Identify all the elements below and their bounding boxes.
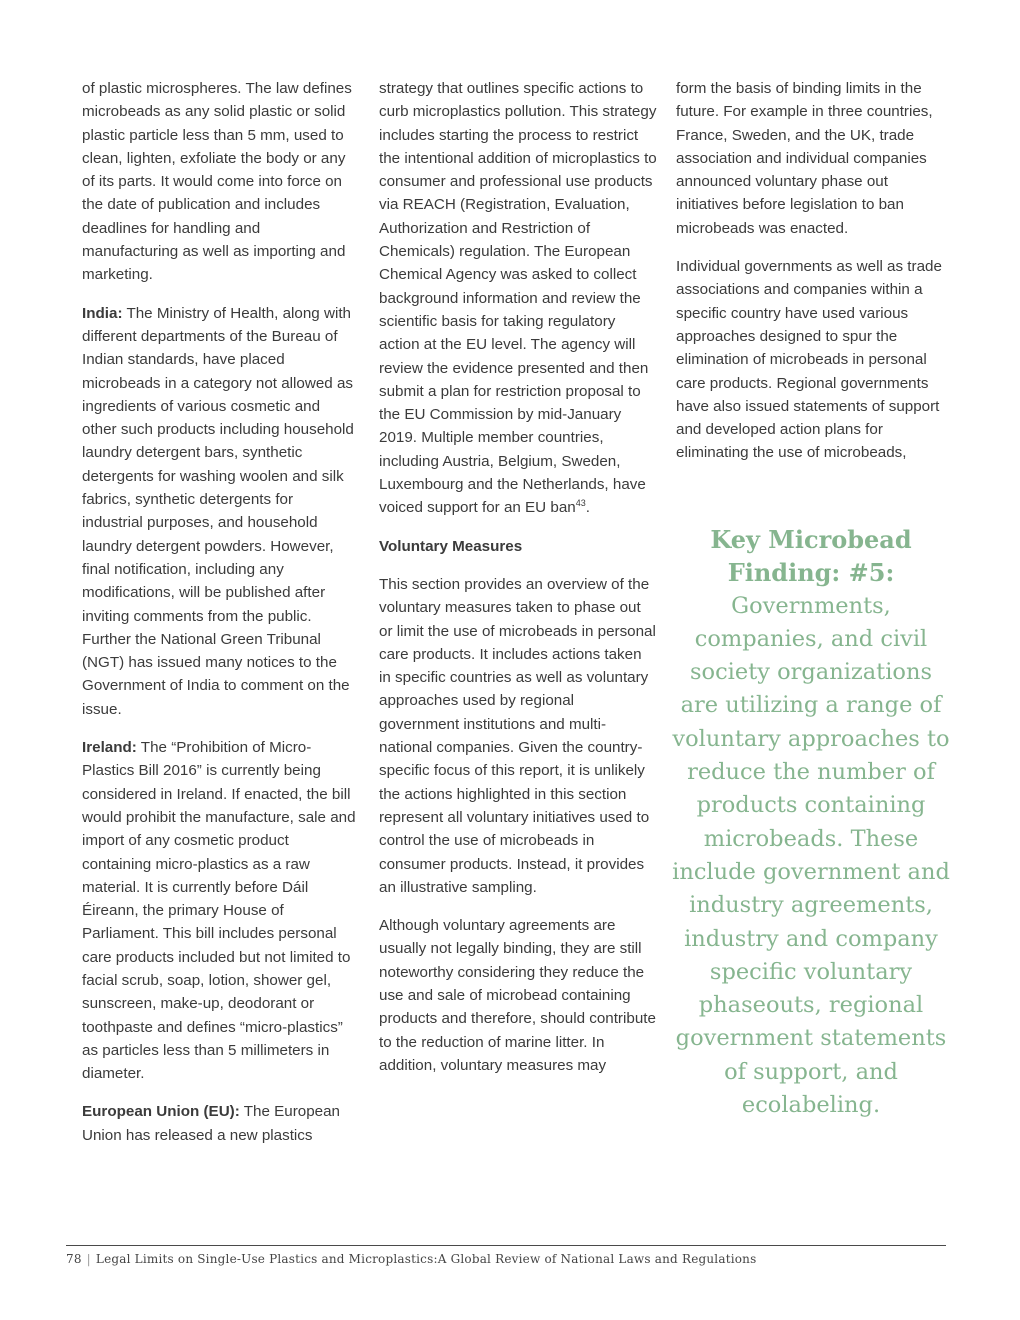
page-number: 78 (66, 1252, 82, 1266)
body-column-3 (676, 77, 948, 480)
paragraph-microspheres: of plastic microspheres. The law defines microbeads as any solid plastic or solid plastic particle less than 5 mm, used to clean, lighten, exfoliate the body or any of its parts. It would come into force on the date of publication and includes deadlines for handling and manufacturing as well as importing and marketing. (82, 80, 352, 284)
footnote-ref: 43 (575, 498, 586, 509)
ireland-lead: Ireland: (82, 739, 137, 757)
callout-title: Key Microbead Finding: #5: (710, 525, 912, 588)
section-heading-voluntary-measures: Voluntary Measures (379, 537, 523, 555)
india-text: The Ministry of Health, along with different departments of the Bureau of Indian standards, have placed microbeads in a category not allowed as ingredients of various cosmetic and other such products including household laundry detergent bars, synthetic detergents for washing woolen and silk fabrics, synthetic detergents for industrial purposes, and household laundry detergent powders. However, final notification, including any modifications, will be published after inviting comments from the public. Further the National Green Tribunal (NGT) has issued many notices to the Government of India to comment on the issue. (82, 304, 354, 718)
footer-title: Legal Limits on Single-Use Plastics and Microplastics:A Global Review of National Laws and Regulations (95, 1252, 757, 1266)
body-column-1 (82, 77, 358, 1162)
paragraph-eu-strategy (379, 77, 657, 520)
footer-divider (66, 1245, 946, 1246)
eu-strategy-end: . (585, 499, 590, 517)
paragraph-india (82, 302, 358, 721)
eu-text: The European Union has released a new plastics (82, 1103, 340, 1144)
key-finding-callout (670, 523, 952, 1122)
eu-lead: European Union (EU): (82, 1103, 240, 1121)
paragraph-voluntary-agreements: Although voluntary agreements are usually not legally binding, they are still noteworthy considering they reduce the use and sale of microbead containing products and therefore, should contribute to the reduction of marine litter. In addition, voluntary measures may (379, 917, 656, 1074)
body-column-2 (379, 77, 657, 1092)
paragraph-individual-governments: Individual governments as well as trade associations and companies within a specific country have used various approaches designed to spur the elimination of microbeads in personal care products. Regional governments have also issued statements of support and developed action plans for eliminating the use of microbeads, (676, 258, 942, 462)
footer-separator: | (86, 1252, 91, 1266)
paragraph-eu (82, 1100, 358, 1147)
india-lead: India: (82, 304, 123, 322)
callout-body: Governments, companies, and civil society organizations are utilizing a range of voluntary approaches to reduce the number of products containing microbeads. These include government and industry agreements, industry and company specific voluntary phaseouts, regional government statements of support, and ecolabeling. (672, 592, 950, 1119)
page-footer (66, 1252, 756, 1266)
paragraph-binding-limits: form the basis of binding limits in the future. For example in three countries, France, Sweden, and the UK, trade association and individual companies announced voluntary phase out initiatives before legislation to ban microbeads was enacted. (676, 80, 933, 237)
eu-strategy-text: strategy that outlines specific actions to curb microplastics pollution. This strategy includes starting the process to restrict the intentional addition of microplastics to consumer and professional use products via REACH (Registration, Evaluation, Authorization and Restriction of Chemicals) regulation. The European Chemical Agency was asked to collect background information and review the scientific basis for taking regulatory action at the EU level. The agency will review the evidence presented and then submit a plan for restriction proposal to the EU Commission by mid-January 2019. Multiple member countries, including Austria, Belgium, Sweden, Luxembourg and the Netherlands, have voiced support for an EU ban (379, 80, 657, 517)
paragraph-ireland (82, 736, 358, 1085)
paragraph-voluntary-overview: This section provides an overview of the voluntary measures taken to phase out or limit the use of microbeads in personal care products. It includes actions taken in specific countries as well as voluntary approaches used by regional government institutions and multi-national companies. Given the country-specific focus of this report, it is unlikely the actions highlighted in this section represent all voluntary initiatives used to control the use of microbeads in consumer products. Instead, it provides an illustrative sampling. (379, 575, 656, 896)
ireland-text: The “Prohibition of Micro-Plastics Bill 2016” is currently being considered in Ireland. If enacted, the bill would prohibit the manufacture, sale and import of any cosmetic product containing micro-plastics as a raw material. It is currently before Dáil Éireann, the primary House of Parliament. This bill includes personal care products included but not limited to facial scrub, soap, lotion, shower gel, sunscreen, make-up, deodorant or toothpaste and defines “micro-plastics” as particles less than 5 millimeters in diameter. (82, 739, 356, 1083)
